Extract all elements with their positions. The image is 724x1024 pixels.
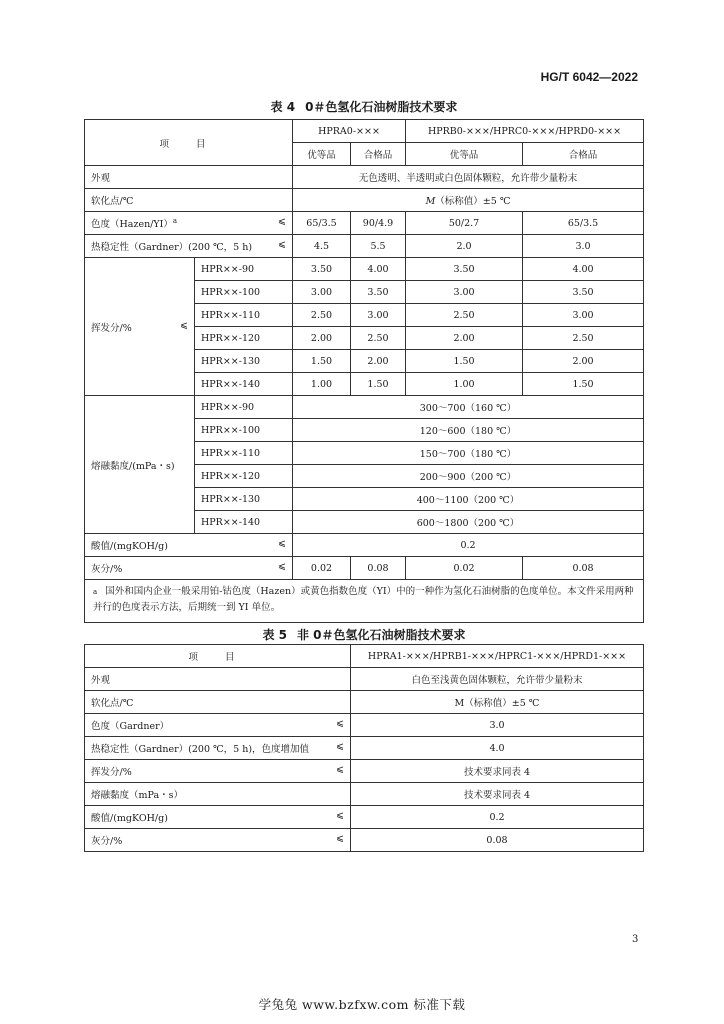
volatile-value: 2.50 [293, 304, 351, 327]
grade-a-header: HPRA0-××× [293, 120, 406, 143]
volatile-grade: HPR××-100 [195, 281, 293, 304]
table5-label: 软化点/℃ [85, 691, 351, 714]
table5-row [85, 783, 644, 806]
thermal-value: 5.5 [351, 235, 406, 258]
volatile-value: 3.00 [351, 304, 406, 327]
volatile-value: 2.50 [406, 304, 523, 327]
table5-label: 熔融黏度（mPa・s） [85, 783, 351, 806]
ash-value: 0.08 [351, 557, 406, 580]
volatile-grade: HPR××-120 [195, 327, 293, 350]
footnote-row [85, 580, 644, 623]
table5-item-header: 项 目 [85, 645, 351, 668]
appearance-value: 无色透明、半透明或白色固体颗粒，允许带少量粉末 [293, 166, 644, 189]
table5-label: 色度（Gardner） ⩽ [85, 714, 351, 737]
viscosity-label: 熔融黏度/(mPa・s) [85, 396, 195, 534]
acid-value: 0.2 [293, 534, 644, 557]
viscosity-grade: HPR××-100 [195, 419, 293, 442]
viscosity-grade: HPR××-110 [195, 442, 293, 465]
table5-row [85, 806, 644, 829]
table5-caption [84, 626, 644, 643]
volatile-value: 3.50 [523, 281, 644, 304]
table5 [84, 644, 644, 852]
color-label: 色度（Hazen/YI）$^a$ ⩽ [85, 212, 293, 235]
viscosity-grade: HPR××-120 [195, 465, 293, 488]
table5-row [85, 668, 644, 691]
table5-value: 技术要求同表 4 [351, 760, 644, 783]
table5-value: 3.0 [351, 714, 644, 737]
table5-label: 挥发分/% ⩽ [85, 760, 351, 783]
viscosity-grade: HPR××-90 [195, 396, 293, 419]
viscosity-value: 120～600（180 ℃） [293, 419, 644, 442]
appearance-row [85, 166, 644, 189]
table5-value: M（标称值）±5 ℃ [351, 691, 644, 714]
table4-title: 0＃色氢化石油树脂技术要求 [305, 100, 458, 114]
table5-value: 0.08 [351, 829, 644, 852]
table5-value: 0.2 [351, 806, 644, 829]
table5-label: 热稳定性（Gardner）(200 ℃，5 h)，色度增加值 ⩽ [85, 737, 351, 760]
viscosity-value: 600～1800（200 ℃） [293, 511, 644, 534]
softening-label: 软化点/℃ [85, 189, 293, 212]
viscosity-row [85, 396, 644, 419]
table5-label: 外观 [85, 668, 351, 691]
color-row [85, 212, 644, 235]
ash-value: 0.02 [293, 557, 351, 580]
page-number: 3 [632, 934, 639, 945]
table5-value: 4.0 [351, 737, 644, 760]
thermal-label: 热稳定性（Gardner）(200 ℃，5 h) ⩽ [85, 235, 293, 258]
volatile-value: 4.00 [351, 258, 406, 281]
footnote-marker: a [172, 216, 178, 225]
color-value: 50/2.7 [406, 212, 523, 235]
volatile-grade: HPR××-90 [195, 258, 293, 281]
volatile-label: 挥发分/% ⩽ [85, 258, 195, 396]
thermal-value: 4.5 [293, 235, 351, 258]
table5-row [85, 737, 644, 760]
grade-bcd-header: HPRB0-×××/HPRC0-×××/HPRD0-××× [406, 120, 644, 143]
volatile-value: 1.50 [351, 373, 406, 396]
table5-title: 非 0＃色氢化石油树脂技术要求 [297, 628, 466, 642]
thermal-value: 3.0 [523, 235, 644, 258]
table4-item-header: 项 目 [85, 120, 293, 166]
softening-row [85, 189, 644, 212]
volatile-row [85, 258, 644, 281]
color-value: 65/3.5 [523, 212, 644, 235]
table5-grades-header: HPRA1-×××/HPRB1-×××/HPRC1-×××/HPRD1-××× [351, 645, 644, 668]
volatile-grade: HPR××-140 [195, 373, 293, 396]
thermal-value: 2.0 [406, 235, 523, 258]
volatile-value: 3.00 [293, 281, 351, 304]
viscosity-value: 300～700（160 ℃） [293, 396, 644, 419]
viscosity-value: 150～700（180 ℃） [293, 442, 644, 465]
volatile-value: 1.00 [293, 373, 351, 396]
ash-row [85, 557, 644, 580]
table5-row [85, 714, 644, 737]
table5-label: 灰分/% ⩽ [85, 829, 351, 852]
volatile-value: 4.00 [523, 258, 644, 281]
acid-row [85, 534, 644, 557]
volatile-value: 3.50 [293, 258, 351, 281]
volatile-value: 3.00 [406, 281, 523, 304]
table4-number: 表 4 [270, 100, 296, 114]
table4-footnote: $^a$ 国外和国内企业一般采用铂-钴色度（Hazen）或黄色指数色度（YI）中的一种作为氢化石油树脂的色度单位。本文件采用两种并行的色度表示方法，后期统一到 YI 单位。 [85, 580, 644, 623]
table4-header-row [85, 120, 644, 143]
ash-value: 0.08 [523, 557, 644, 580]
table5-label: 酸值/(mgKOH/g) ⩽ [85, 806, 351, 829]
table5-header-row [85, 645, 644, 668]
volatile-value: 2.50 [351, 327, 406, 350]
qualified-header: 合格品 [351, 143, 406, 166]
viscosity-value: 200～900（200 ℃） [293, 465, 644, 488]
standard-code: HG/T 6042—2022 [540, 70, 638, 84]
volatile-value: 2.50 [523, 327, 644, 350]
volatile-value: 2.00 [523, 350, 644, 373]
table4 [84, 119, 644, 623]
ash-value: 0.02 [406, 557, 523, 580]
viscosity-grade: HPR××-140 [195, 511, 293, 534]
volatile-value: 2.00 [293, 327, 351, 350]
viscosity-grade: HPR××-130 [195, 488, 293, 511]
qualified-header: 合格品 [523, 143, 644, 166]
table5-number: 表 5 [262, 628, 287, 642]
table5-row [85, 760, 644, 783]
superior-header: 优等品 [406, 143, 523, 166]
thermal-row [85, 235, 644, 258]
acid-label: 酸值/(mgKOH/g) ⩽ [85, 534, 293, 557]
volatile-value: 3.50 [406, 258, 523, 281]
watermark-text: 学兔兔 www.bzfxw.com 标准下载 [258, 997, 466, 1012]
volatile-value: 1.50 [523, 373, 644, 396]
volatile-value: 1.50 [293, 350, 351, 373]
viscosity-value: 400～1100（200 ℃） [293, 488, 644, 511]
superior-header: 优等品 [293, 143, 351, 166]
volatile-value: 3.00 [523, 304, 644, 327]
volatile-grade: HPR××-110 [195, 304, 293, 327]
table5-value: 技术要求同表 4 [351, 783, 644, 806]
color-value: 90/4.9 [351, 212, 406, 235]
volatile-value: 1.00 [406, 373, 523, 396]
volatile-grade: HPR××-130 [195, 350, 293, 373]
volatile-value: 1.50 [406, 350, 523, 373]
softening-value: M（标称值）±5 ℃ [293, 189, 644, 212]
table4-caption [84, 98, 644, 115]
appearance-label: 外观 [85, 166, 293, 189]
ash-label: 灰分/% ⩽ [85, 557, 293, 580]
volatile-value: 3.50 [351, 281, 406, 304]
volatile-value: 2.00 [406, 327, 523, 350]
table5-row [85, 691, 644, 714]
volatile-value: 2.00 [351, 350, 406, 373]
color-value: 65/3.5 [293, 212, 351, 235]
table5-row [85, 829, 644, 852]
table5-value: 白色至浅黄色固体颗粒，允许带少量粉末 [351, 668, 644, 691]
